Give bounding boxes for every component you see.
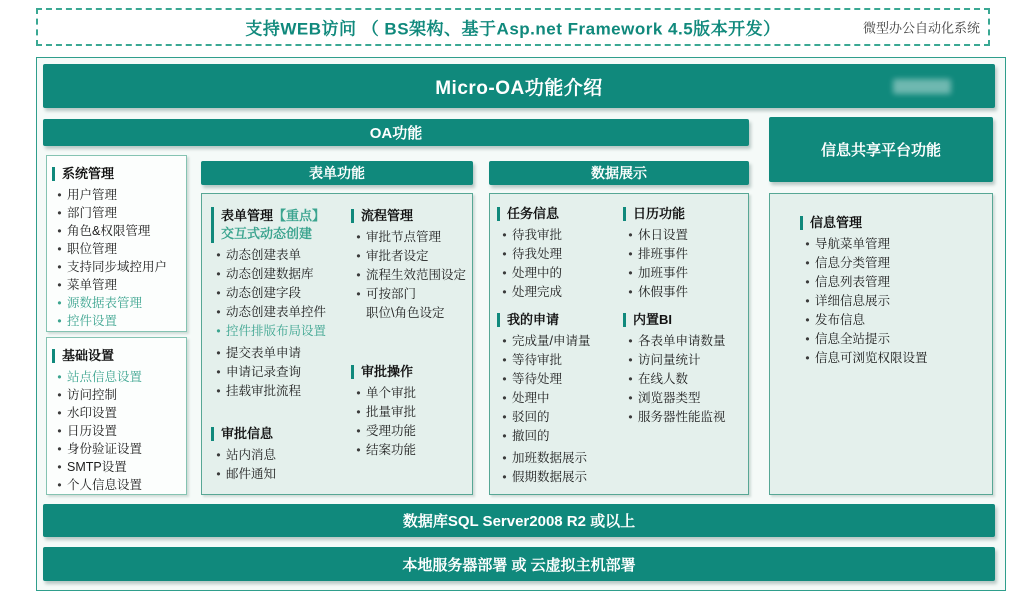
item-label: 菜单管理	[67, 278, 118, 292]
list-item	[800, 254, 988, 273]
list-item	[497, 427, 623, 446]
item-label: 流程生效范围设定	[366, 268, 467, 282]
list-item	[623, 332, 747, 351]
list-item	[211, 363, 351, 382]
bullet-icon	[497, 389, 512, 408]
bullet-icon	[52, 312, 67, 330]
item-label: 休日设置	[638, 228, 689, 242]
bullet-icon	[623, 389, 638, 408]
item-label: 发布信息	[815, 313, 866, 327]
list-item	[351, 384, 469, 403]
list-item	[211, 246, 351, 265]
list-item	[497, 389, 623, 408]
group-title-label: 内置BI	[633, 312, 673, 327]
item-label: 站内消息	[226, 448, 277, 462]
approval-info-group	[211, 425, 351, 484]
bullet-icon	[52, 258, 67, 276]
bullet-icon	[52, 186, 67, 204]
bullet-icon	[623, 283, 638, 302]
my-requests-group	[497, 311, 623, 446]
approval-actions-group	[351, 363, 469, 460]
info-platform-title: 信息共享平台功能	[820, 142, 941, 159]
list-item	[623, 245, 747, 264]
system-management-box	[46, 155, 187, 332]
bullet-icon	[52, 240, 67, 258]
basic-settings-box	[46, 337, 187, 495]
title-bar-mark	[351, 365, 354, 379]
database-label: 数据库SQL Server2008 R2 或以上	[402, 513, 636, 530]
list-item	[800, 311, 988, 330]
data-section-title: 数据展示	[591, 165, 647, 181]
group-title	[497, 311, 623, 329]
bullet-icon	[52, 386, 67, 404]
item-list	[497, 449, 623, 487]
bullet-icon	[800, 311, 815, 330]
list-item	[52, 476, 183, 494]
title-bar-mark	[800, 216, 803, 230]
bullet-icon	[623, 370, 638, 389]
bullet-icon	[623, 226, 638, 245]
group-title-label: 基础设置	[62, 348, 115, 363]
list-item	[800, 330, 988, 349]
form-management-header	[211, 207, 351, 243]
group-title-label: 我的申请	[507, 312, 560, 327]
item-label: 挂载审批流程	[226, 384, 302, 398]
item-label: 站点信息设置	[67, 370, 143, 384]
item-list	[351, 384, 469, 460]
item-label: 假期数据展示	[512, 470, 588, 484]
item-label: 控件排版布局设置	[226, 324, 327, 338]
item-list	[52, 368, 183, 494]
list-item	[497, 351, 623, 370]
item-list	[497, 332, 623, 446]
list-item	[52, 258, 183, 276]
item-label: 个人信息设置	[67, 478, 143, 492]
bullet-icon	[211, 284, 226, 303]
bullet-icon	[52, 440, 67, 458]
title-bar-mark	[52, 167, 55, 181]
item-list	[211, 344, 351, 401]
group-title-label: 日历功能	[633, 206, 686, 221]
group-title-label: 审批信息	[221, 426, 274, 441]
group-title-label: 信息管理	[810, 215, 863, 230]
item-label: 审批节点管理	[366, 230, 442, 244]
group-title-label: 系统管理	[62, 166, 115, 181]
form-box-right-column	[351, 207, 469, 494]
list-item	[52, 368, 183, 386]
page-title: Micro-OA功能介绍	[435, 77, 603, 99]
bullet-icon	[351, 441, 366, 460]
list-item	[52, 312, 183, 330]
title-bar-mark	[623, 313, 626, 327]
group-title-label: 审批操作	[361, 364, 414, 379]
list-item	[52, 440, 183, 458]
item-label: 访问控制	[67, 388, 118, 402]
group-title	[623, 311, 747, 329]
bullet-icon	[497, 332, 512, 351]
form-functions-box	[201, 193, 473, 495]
form-section-header	[201, 161, 473, 185]
list-item	[351, 422, 469, 441]
item-label: 部门管理	[67, 206, 118, 220]
item-label: 可按部门	[366, 287, 417, 301]
bullet-icon	[52, 422, 67, 440]
list-item	[351, 403, 469, 422]
list-item	[800, 349, 988, 368]
item-label: 完成量/申请量	[512, 334, 591, 348]
bullet-icon	[52, 458, 67, 476]
item-label: SMTP设置	[67, 460, 127, 474]
built-in-bi-group	[623, 311, 747, 427]
item-label: 等待审批	[512, 353, 563, 367]
info-management-group	[800, 214, 988, 368]
item-label: 加班数据展示	[512, 451, 588, 465]
bullet-icon	[497, 351, 512, 370]
bullet-icon	[52, 204, 67, 222]
list-item	[800, 273, 988, 292]
bullet-icon	[211, 322, 226, 341]
item-list	[351, 228, 469, 323]
bullet-icon	[800, 235, 815, 254]
list-item	[351, 266, 469, 285]
list-item	[497, 408, 623, 427]
title-bar-mark	[351, 209, 354, 223]
bullet-icon	[800, 330, 815, 349]
item-label: 处理中的	[512, 266, 563, 280]
bullet-icon	[211, 265, 226, 284]
bullet-icon	[497, 468, 512, 487]
data-box-right-column	[623, 205, 747, 494]
item-label: 动态创建表单	[226, 248, 302, 262]
bullet-icon	[623, 408, 638, 427]
item-label: 处理完成	[512, 285, 563, 299]
data-box-left-column	[497, 205, 623, 494]
bullet-icon	[211, 363, 226, 382]
list-item	[211, 303, 351, 322]
bullet-icon	[351, 422, 366, 441]
bullet-icon	[52, 276, 67, 294]
item-label: 导航菜单管理	[815, 237, 891, 251]
bullet-icon	[52, 294, 67, 312]
list-item	[497, 468, 623, 487]
blurred-watermark	[893, 79, 951, 94]
list-item	[351, 228, 469, 247]
bullet-icon	[211, 382, 226, 401]
bullet-icon	[800, 292, 815, 311]
list-item	[497, 264, 623, 283]
item-label: 职位\角色设定	[366, 306, 445, 320]
list-item	[211, 382, 351, 401]
group-title	[211, 425, 351, 443]
bullet-icon	[497, 370, 512, 389]
bullet-icon	[351, 228, 366, 247]
bullet-icon	[800, 254, 815, 273]
item-list	[800, 235, 988, 368]
list-item	[497, 283, 623, 302]
item-list	[623, 332, 747, 427]
data-display-box	[489, 193, 749, 495]
banner-title: 支持WEB访问 （ BS架构、基于Asp.net Framework 4.5版本开发）	[245, 19, 781, 39]
list-item	[623, 370, 747, 389]
bullet-icon	[497, 245, 512, 264]
task-info-group	[497, 205, 623, 302]
item-label: 各表单申请数量	[638, 334, 726, 348]
item-label: 详细信息展示	[815, 294, 891, 308]
item-label: 访问量统计	[638, 353, 701, 367]
item-label: 信息可浏览权限设置	[815, 351, 928, 365]
item-label: 身份验证设置	[67, 442, 143, 456]
item-label: 休假事件	[638, 285, 689, 299]
list-item	[351, 441, 469, 460]
list-item	[351, 247, 469, 266]
item-label: 支持同步域控用户	[67, 260, 168, 274]
list-item	[623, 389, 747, 408]
info-platform-box	[769, 193, 993, 495]
list-item	[52, 458, 183, 476]
bullet-icon	[211, 446, 226, 465]
list-item	[497, 245, 623, 264]
item-label: 信息全站提示	[815, 332, 891, 346]
list-item	[211, 344, 351, 363]
list-item	[211, 322, 351, 341]
list-item	[800, 292, 988, 311]
system-management-group	[52, 165, 183, 330]
bullet-icon	[211, 303, 226, 322]
list-item	[623, 408, 747, 427]
item-label: 职位管理	[67, 242, 118, 256]
title-bar-mark	[623, 207, 626, 221]
group-title	[52, 165, 183, 183]
calendar-group	[623, 205, 747, 302]
list-item	[52, 240, 183, 258]
item-label: 处理中	[512, 391, 550, 405]
bullet-icon	[351, 304, 366, 323]
item-label: 受理功能	[366, 424, 417, 438]
item-label: 单个审批	[366, 386, 417, 400]
item-label: 驳回的	[512, 410, 550, 424]
bullet-icon	[497, 264, 512, 283]
list-item	[211, 284, 351, 303]
list-item	[351, 285, 469, 304]
group-title	[52, 347, 183, 365]
bullet-icon	[497, 408, 512, 427]
item-list	[211, 446, 351, 484]
form-management-tag: 【重点】	[273, 208, 326, 223]
bullet-icon	[623, 264, 638, 283]
bullet-icon	[497, 226, 512, 245]
bullet-icon	[351, 266, 366, 285]
item-label: 水印设置	[67, 406, 118, 420]
bullet-icon	[211, 246, 226, 265]
bullet-icon	[800, 349, 815, 368]
item-label: 在线人数	[638, 372, 689, 386]
bullet-icon	[623, 351, 638, 370]
bullet-icon	[800, 273, 815, 292]
bullet-icon	[351, 285, 366, 304]
item-label: 用户管理	[67, 188, 118, 202]
oa-section-title: OA功能	[369, 125, 423, 142]
bullet-icon	[351, 384, 366, 403]
group-title	[351, 363, 469, 381]
group-title	[497, 205, 623, 223]
bullet-icon	[497, 283, 512, 302]
item-label: 排班事件	[638, 247, 689, 261]
list-item	[211, 446, 351, 465]
group-title	[623, 205, 747, 223]
list-item	[497, 332, 623, 351]
item-label: 动态创建表单控件	[226, 305, 327, 319]
list-item	[351, 304, 469, 323]
group-title-label: 流程管理	[361, 208, 414, 223]
item-label: 申请记录查询	[226, 365, 302, 379]
list-item	[623, 351, 747, 370]
item-label: 日历设置	[67, 424, 118, 438]
list-item	[800, 235, 988, 254]
item-label: 提交表单申请	[226, 346, 302, 360]
list-item	[52, 386, 183, 404]
item-label: 邮件通知	[226, 467, 277, 481]
list-item	[52, 222, 183, 240]
item-label: 控件设置	[67, 314, 118, 328]
web-access-banner	[36, 8, 990, 46]
item-list	[623, 226, 747, 302]
bullet-icon	[52, 404, 67, 422]
item-label: 待我处理	[512, 247, 563, 261]
item-label: 审批者设定	[366, 249, 429, 263]
page-title-bar	[43, 64, 995, 108]
oa-section-header	[43, 119, 749, 146]
list-item	[52, 186, 183, 204]
form-box-left-column	[211, 207, 351, 494]
list-item	[497, 449, 623, 468]
item-label: 批量审批	[366, 405, 417, 419]
bullet-icon	[497, 449, 512, 468]
bullet-icon	[211, 465, 226, 484]
bullet-icon	[623, 332, 638, 351]
list-item	[497, 226, 623, 245]
list-item	[52, 276, 183, 294]
title-bar-mark	[497, 313, 500, 327]
item-label: 等待处理	[512, 372, 563, 386]
item-label: 服务器性能监视	[638, 410, 726, 424]
list-item	[52, 404, 183, 422]
main-container	[36, 57, 1006, 591]
list-item	[211, 465, 351, 484]
item-label: 待我审批	[512, 228, 563, 242]
title-bar-mark	[211, 427, 214, 441]
item-list	[211, 246, 351, 341]
bullet-icon	[52, 476, 67, 494]
database-bar	[43, 504, 995, 537]
item-label: 角色&权限管理	[67, 224, 151, 238]
item-label: 结案功能	[366, 443, 417, 457]
bullet-icon	[351, 247, 366, 266]
list-item	[497, 370, 623, 389]
group-title-label: 任务信息	[507, 206, 560, 221]
basic-settings-group	[52, 347, 183, 494]
form-section-title: 表单功能	[309, 165, 365, 181]
item-list	[52, 186, 183, 330]
item-label: 动态创建数据库	[226, 267, 314, 281]
info-platform-header	[769, 117, 993, 182]
list-item	[211, 265, 351, 284]
group-title	[800, 214, 988, 232]
bullet-icon	[52, 368, 67, 386]
list-item	[52, 422, 183, 440]
title-bar-mark	[497, 207, 500, 221]
title-bar-mark	[52, 349, 55, 363]
system-name-label: 微型办公自动化系统	[862, 20, 980, 36]
list-item	[623, 226, 747, 245]
item-label: 浏览器类型	[638, 391, 701, 405]
group-title	[351, 207, 469, 225]
item-label: 源数据表管理	[67, 296, 143, 310]
bullet-icon	[351, 403, 366, 422]
deployment-label: 本地服务器部署 或 云虚拟主机部署	[402, 556, 636, 574]
list-item	[623, 283, 747, 302]
item-label: 加班事件	[638, 266, 689, 280]
list-item	[52, 294, 183, 312]
item-label: 撤回的	[512, 429, 550, 443]
item-list	[497, 226, 623, 302]
form-management-subtitle: 交互式动态创建	[221, 226, 313, 241]
form-management-title: 表单管理	[221, 208, 274, 223]
bullet-icon	[52, 222, 67, 240]
process-management-group	[351, 207, 469, 323]
item-label: 信息分类管理	[815, 256, 891, 270]
bullet-icon	[497, 427, 512, 446]
list-item	[623, 264, 747, 283]
item-label: 信息列表管理	[815, 275, 891, 289]
list-item	[52, 204, 183, 222]
item-label: 动态创建字段	[226, 286, 302, 300]
data-section-header	[489, 161, 749, 185]
bullet-icon	[211, 344, 226, 363]
bullet-icon	[623, 245, 638, 264]
